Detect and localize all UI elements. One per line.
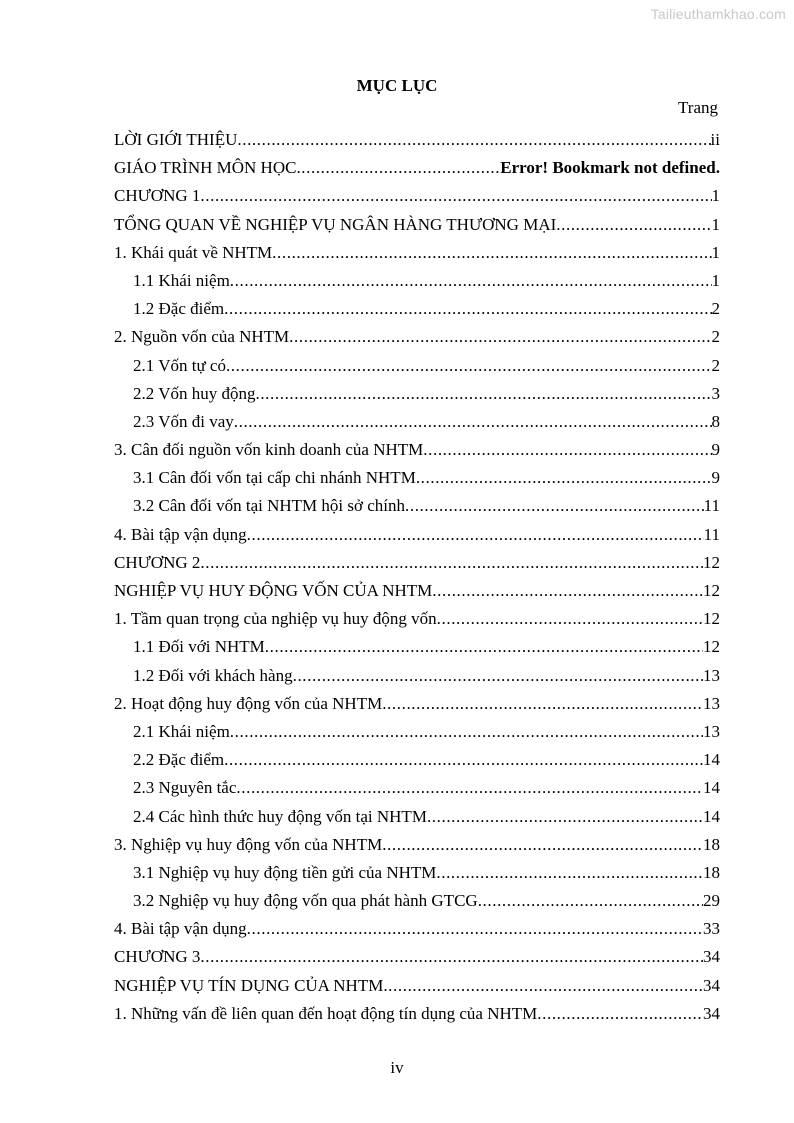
toc-dot-leader [296,154,500,182]
toc-entry-page: 34 [703,975,720,995]
page-title: MỤC LỤC [356,76,438,95]
toc-entry-page: 12 [703,552,720,572]
toc-entry-page: 12 [703,581,720,600]
toc-dot-leader [436,859,703,887]
toc-entry-page: 18 [703,862,720,882]
toc-entry-page: 14 [703,778,720,798]
toc-entry-page: 34 [703,1003,720,1023]
toc-entry-label: NGHIỆP VỤ TÍN DỤNG CỦA NHTM [114,975,384,995]
toc-dot-leader [416,464,712,492]
toc-dot-leader [478,887,703,915]
toc-dot-leader [234,408,712,436]
toc-entry[interactable] [114,182,720,210]
toc-entry[interactable] [114,436,720,464]
toc-dot-leader [272,239,711,267]
toc-entry[interactable] [114,352,720,380]
toc-dot-leader [383,972,703,1000]
toc-entry[interactable] [114,633,720,661]
toc-entry[interactable] [114,718,720,746]
toc-entry[interactable] [114,323,720,351]
toc-entry-label: GIÁO TRÌNH MÔN HỌC [114,158,297,178]
toc-entry-page: 13 [703,721,720,741]
toc-entry-label: 3. Nghiệp vụ huy động vốn của NHTM [114,834,383,854]
toc-entry-page: 2 [711,355,720,375]
toc-dot-leader [230,267,712,295]
toc-entry-label: NGHIỆP VỤ HUY ĐỘNG VỐN CỦA NHTM [114,581,433,600]
toc-entry-page: 1 [711,186,720,206]
toc-entry[interactable] [114,859,720,887]
toc-dot-leader [200,549,703,577]
toc-entry-label: 2.1 Vốn tự có [133,355,226,375]
toc-entry-page: Error! Bookmark not defined. [500,158,720,178]
toc-entry[interactable] [114,549,720,577]
toc-entry-page: 33 [703,919,720,939]
toc-entry-label: 3.1 Nghiệp vụ huy động tiền gửi của NHTM [133,862,437,882]
toc-dot-leader [200,943,703,971]
toc-entry[interactable] [114,831,720,859]
toc-dot-leader [423,436,711,464]
toc-entry-page: 14 [703,750,720,770]
toc-entry-page: 12 [703,609,720,629]
toc-entry-label: 1. Những vấn đề liên quan đến hoạt động tín dụng của NHTM [114,1003,538,1023]
toc-entry-label: 2.2 Đặc điểm [133,750,225,770]
toc-entry-label: CHƯƠNG 2 [114,552,201,572]
toc-dot-leader [265,633,703,661]
toc-dot-leader [405,492,704,520]
toc-entry[interactable] [114,774,720,802]
toc-dot-leader [293,662,703,690]
page-column-label: Trang [678,98,718,117]
toc-entry[interactable] [114,972,720,1000]
toc-entry[interactable] [114,464,720,492]
toc-dot-leader [382,690,703,718]
toc-entry-page: 11 [703,524,720,544]
toc-entry[interactable] [114,126,720,154]
toc-entry-label: 2. Hoạt động huy động vốn của NHTM [114,693,383,713]
toc-entry-label: 2.2 Vốn huy động [133,383,256,403]
toc-dot-leader [226,352,712,380]
toc-entry-page: 34 [703,947,720,967]
toc-dot-leader [382,831,703,859]
toc-entry-label: 3.2 Cân đối vốn tại NHTM hội sở chính [133,496,405,516]
toc-entry-label: 3.1 Cân đối vốn tại cấp chi nhánh NHTM [133,468,416,488]
toc-entry[interactable] [114,492,720,520]
toc-entry-page: 3 [711,383,720,403]
toc-dot-leader [230,718,703,746]
table-of-contents [114,126,720,1028]
toc-dot-leader [236,774,703,802]
toc-entry-label: 4. Bài tập vận dụng [114,524,247,544]
toc-entry-label: LỜI GIỚI THIỆU [114,130,238,149]
toc-entry[interactable] [114,408,720,436]
toc-entry-page: 9 [711,468,720,488]
toc-entry-label: 1.2 Đặc điểm [133,299,225,319]
toc-entry-page: 13 [703,665,720,685]
toc-entry-page: 14 [703,806,720,826]
toc-entry[interactable] [114,662,720,690]
toc-dot-leader [556,211,711,239]
toc-entry[interactable] [114,295,720,323]
toc-entry-label: 1. Khái quát về NHTM [114,242,273,262]
toc-entry-label: 2. Nguồn vốn của NHTM [114,327,290,347]
toc-entry-label: 2.4 Các hình thức huy động vốn tại NHTM [133,806,427,826]
toc-dot-leader [437,605,703,633]
toc-entry[interactable] [114,915,720,943]
toc-entry[interactable] [114,943,720,971]
toc-dot-leader [224,746,703,774]
watermark-text: Tailieuthamkhao.com [650,6,786,22]
toc-entry[interactable] [114,267,720,295]
toc-entry[interactable] [114,605,720,633]
toc-dot-leader [289,323,711,351]
toc-entry[interactable] [114,211,720,239]
toc-entry-page: 12 [703,637,720,657]
toc-dot-leader [237,126,710,154]
toc-entry[interactable] [114,803,720,831]
toc-entry-page: 2 [711,327,720,347]
toc-entry-label: 1.1 Khái niệm [133,270,230,290]
toc-entry[interactable] [114,887,720,915]
toc-entry-label: 2.3 Vốn đi vay [133,411,234,431]
toc-entry[interactable] [114,154,720,182]
toc-dot-leader [200,182,711,210]
toc-entry-page: 8 [711,411,720,431]
toc-entry-page: 18 [703,834,720,854]
toc-dot-leader [427,803,703,831]
toc-entry-page: ii [710,130,720,149]
toc-entry-label: 1.1 Đối với NHTM [133,637,265,657]
toc-dot-leader [432,577,703,605]
toc-dot-leader [537,1000,703,1028]
toc-dot-leader [224,295,711,323]
toc-entry-page: 11 [703,496,720,516]
toc-entry-label: CHƯƠNG 3 [114,947,201,967]
toc-entry-page: 1 [711,242,720,262]
toc-entry-label: 1. Tầm quan trọng của nghiệp vụ huy động vốn [114,609,437,629]
toc-entry[interactable] [114,380,720,408]
toc-entry[interactable] [114,521,720,549]
toc-entry[interactable] [114,746,720,774]
toc-entry-page: 1 [711,270,720,290]
toc-entry-page: 9 [711,440,720,460]
toc-entry-page: 29 [703,891,720,911]
toc-dot-leader [247,915,703,943]
toc-entry-page: 2 [711,299,720,319]
toc-entry-label: 3. Cân đối nguồn vốn kinh doanh của NHTM [114,440,424,460]
toc-entry-page: 1 [711,214,720,234]
toc-entry-label: 1.2 Đối với khách hàng [133,665,293,685]
toc-entry[interactable] [114,239,720,267]
toc-entry-label: 3.2 Nghiệp vụ huy động vốn qua phát hành GTCG [133,891,478,911]
toc-entry-label: 4. Bài tập vận dụng [114,919,247,939]
toc-entry[interactable] [114,1000,720,1028]
toc-entry-page: 13 [703,693,720,713]
toc-entry[interactable] [114,690,720,718]
toc-dot-leader [247,521,704,549]
toc-entry-label: 2.3 Nguyên tắc [133,778,237,798]
toc-entry[interactable] [114,577,720,605]
toc-entry-label: CHƯƠNG 1 [114,186,201,206]
toc-dot-leader [255,380,711,408]
toc-entry-label: 2.1 Khái niệm [133,721,230,741]
footer-page-number: iv [390,1058,404,1077]
toc-entry-label: TỔNG QUAN VỀ NGHIỆP VỤ NGÂN HÀNG THƯƠNG MẠI [114,214,557,234]
